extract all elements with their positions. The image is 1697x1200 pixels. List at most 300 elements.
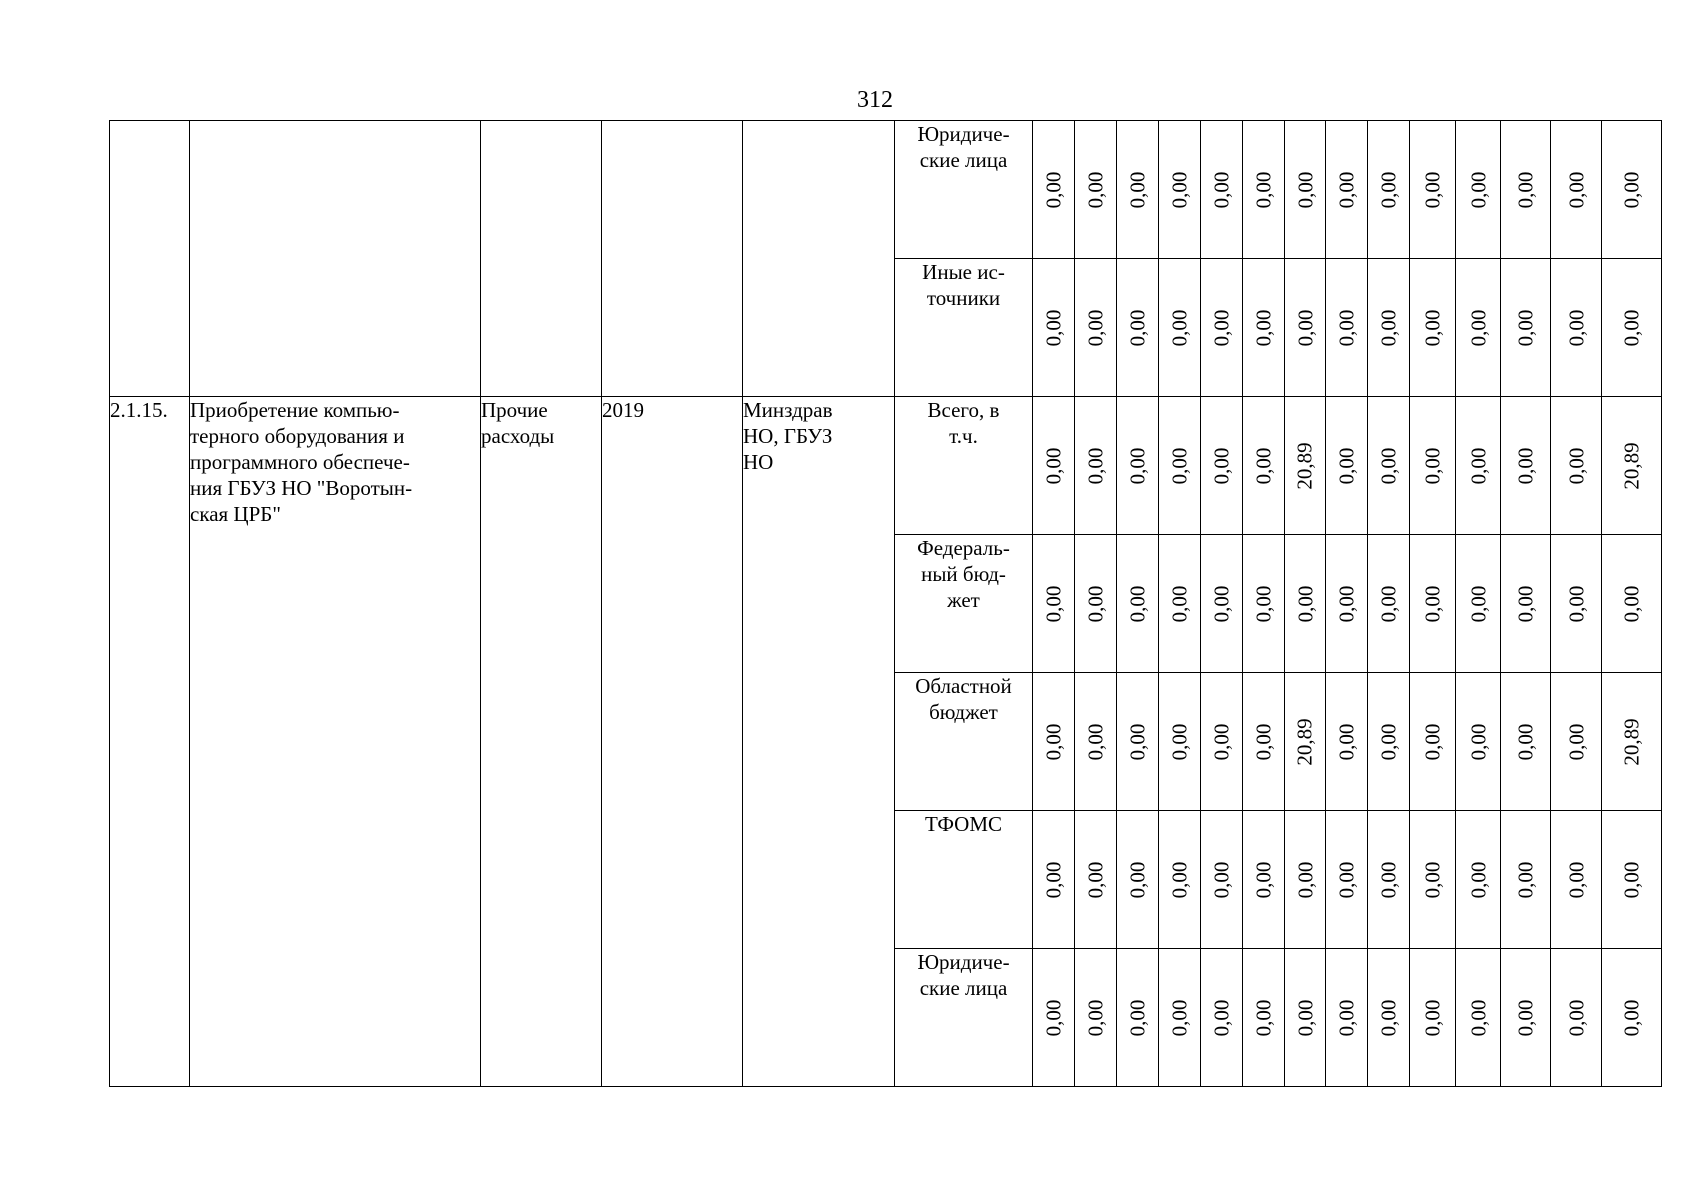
amount-value: 0,00 bbox=[1513, 447, 1538, 484]
amount-cell bbox=[1285, 949, 1326, 1087]
amount-value: 0,00 bbox=[1167, 585, 1192, 622]
amount-value: 0,00 bbox=[1041, 999, 1066, 1036]
amount-value: 0,00 bbox=[1376, 309, 1401, 346]
amount-wrap bbox=[1243, 673, 1284, 810]
amount-cell bbox=[1201, 535, 1243, 673]
amount-value: 0,00 bbox=[1334, 171, 1359, 208]
amount-cell bbox=[1201, 811, 1243, 949]
amount-value: 0,00 bbox=[1167, 309, 1192, 346]
amount-cell bbox=[1456, 673, 1501, 811]
amount-wrap bbox=[1243, 811, 1284, 948]
amount-value: 0,00 bbox=[1334, 447, 1359, 484]
amount-cell bbox=[1159, 121, 1201, 259]
amount-value: 20,89 bbox=[1619, 717, 1644, 766]
amount-value: 0,00 bbox=[1251, 861, 1276, 898]
amount-value: 0,00 bbox=[1420, 447, 1445, 484]
amount-wrap bbox=[1117, 811, 1158, 948]
amount-wrap bbox=[1368, 673, 1409, 810]
amount-cell bbox=[1501, 535, 1551, 673]
amount-wrap bbox=[1285, 535, 1325, 672]
amount-value: 0,00 bbox=[1251, 585, 1276, 622]
amount-value: 0,00 bbox=[1376, 999, 1401, 1036]
amount-value: 0,00 bbox=[1167, 861, 1192, 898]
amount-value: 0,00 bbox=[1376, 723, 1401, 760]
amount-value: 0,00 bbox=[1293, 861, 1317, 898]
amount-value: 0,00 bbox=[1083, 309, 1108, 346]
amount-wrap bbox=[1285, 949, 1325, 1086]
amount-value: 0,00 bbox=[1466, 999, 1490, 1036]
amount-cell bbox=[1602, 121, 1662, 259]
continued-executor-cell bbox=[743, 121, 895, 397]
amount-wrap bbox=[1201, 535, 1242, 672]
amount-wrap bbox=[1456, 397, 1500, 534]
amount-wrap bbox=[1456, 811, 1500, 948]
amount-cell bbox=[1159, 259, 1201, 397]
amount-value: 0,00 bbox=[1083, 861, 1108, 898]
amount-wrap bbox=[1456, 259, 1500, 396]
amount-value: 0,00 bbox=[1564, 999, 1588, 1036]
amount-wrap bbox=[1159, 259, 1200, 396]
amount-value: 0,00 bbox=[1167, 723, 1192, 760]
amount-value: 0,00 bbox=[1376, 171, 1401, 208]
amount-cell bbox=[1285, 121, 1326, 259]
amount-value: 0,00 bbox=[1466, 171, 1490, 208]
amount-cell bbox=[1410, 673, 1456, 811]
amount-value: 0,00 bbox=[1420, 585, 1445, 622]
continued-number-cell bbox=[110, 121, 190, 397]
amount-value: 0,00 bbox=[1125, 447, 1150, 484]
amount-value: 0,00 bbox=[1083, 723, 1108, 760]
amount-cell bbox=[1602, 259, 1662, 397]
amount-cell bbox=[1243, 397, 1285, 535]
amount-wrap bbox=[1075, 259, 1116, 396]
amount-value: 0,00 bbox=[1125, 723, 1150, 760]
amount-wrap bbox=[1326, 121, 1367, 258]
amount-value: 0,00 bbox=[1209, 723, 1234, 760]
amount-wrap bbox=[1033, 811, 1074, 948]
amount-cell bbox=[1075, 949, 1117, 1087]
amount-value: 0,00 bbox=[1167, 999, 1192, 1036]
amount-wrap bbox=[1117, 949, 1158, 1086]
amount-value: 0,00 bbox=[1564, 723, 1588, 760]
amount-value: 0,00 bbox=[1125, 171, 1150, 208]
amount-wrap bbox=[1602, 259, 1661, 396]
amount-cell bbox=[1410, 259, 1456, 397]
amount-cell bbox=[1326, 673, 1368, 811]
amount-cell bbox=[1501, 397, 1551, 535]
amount-wrap bbox=[1159, 535, 1200, 672]
amount-cell bbox=[1368, 259, 1410, 397]
amount-cell bbox=[1602, 673, 1662, 811]
amount-cell bbox=[1285, 673, 1326, 811]
amount-value: 0,00 bbox=[1167, 171, 1192, 208]
amount-cell bbox=[1243, 121, 1285, 259]
amount-wrap bbox=[1501, 811, 1550, 948]
amount-cell bbox=[1602, 811, 1662, 949]
amount-value: 0,00 bbox=[1083, 171, 1108, 208]
amount-wrap bbox=[1551, 259, 1601, 396]
amount-cell bbox=[1201, 259, 1243, 397]
amount-value: 0,00 bbox=[1513, 723, 1538, 760]
amount-cell bbox=[1243, 259, 1285, 397]
amount-value: 0,00 bbox=[1251, 999, 1276, 1036]
funding-source-cell: Всего, в т.ч. bbox=[895, 397, 1033, 535]
amount-wrap bbox=[1410, 949, 1455, 1086]
amount-cell bbox=[1602, 397, 1662, 535]
amount-wrap bbox=[1602, 811, 1661, 948]
amount-value: 0,00 bbox=[1083, 447, 1108, 484]
amount-cell bbox=[1201, 121, 1243, 259]
amount-wrap bbox=[1551, 811, 1601, 948]
amount-value: 0,00 bbox=[1466, 861, 1490, 898]
amount-value: 0,00 bbox=[1564, 447, 1588, 484]
amount-value: 0,00 bbox=[1293, 999, 1317, 1036]
amount-cell bbox=[1326, 949, 1368, 1087]
amount-value: 0,00 bbox=[1209, 447, 1234, 484]
amount-wrap bbox=[1326, 397, 1367, 534]
financing-table bbox=[109, 120, 1662, 1087]
amount-wrap bbox=[1285, 121, 1325, 258]
amount-value: 0,00 bbox=[1619, 999, 1644, 1036]
amount-value: 0,00 bbox=[1083, 585, 1108, 622]
amount-cell bbox=[1551, 259, 1602, 397]
amount-wrap bbox=[1551, 535, 1601, 672]
amount-value: 0,00 bbox=[1125, 309, 1150, 346]
amount-value: 0,00 bbox=[1619, 171, 1644, 208]
amount-value: 0,00 bbox=[1083, 999, 1108, 1036]
amount-cell bbox=[1456, 535, 1501, 673]
amount-wrap bbox=[1410, 121, 1455, 258]
amount-cell bbox=[1201, 397, 1243, 535]
amount-value: 0,00 bbox=[1564, 171, 1588, 208]
amount-wrap bbox=[1159, 949, 1200, 1086]
amount-wrap bbox=[1159, 397, 1200, 534]
amount-value: 0,00 bbox=[1376, 585, 1401, 622]
amount-cell bbox=[1159, 811, 1201, 949]
amount-cell bbox=[1159, 397, 1201, 535]
amount-wrap bbox=[1410, 673, 1455, 810]
amount-value: 0,00 bbox=[1251, 171, 1276, 208]
amount-value: 0,00 bbox=[1251, 447, 1276, 484]
amount-cell bbox=[1501, 673, 1551, 811]
amount-cell bbox=[1117, 811, 1159, 949]
amount-cell bbox=[1075, 121, 1117, 259]
amount-value: 0,00 bbox=[1041, 585, 1066, 622]
amount-wrap bbox=[1075, 673, 1116, 810]
amount-wrap bbox=[1602, 121, 1661, 258]
amount-cell bbox=[1033, 259, 1075, 397]
amount-wrap bbox=[1075, 949, 1116, 1086]
amount-wrap bbox=[1201, 673, 1242, 810]
amount-cell bbox=[1326, 811, 1368, 949]
amount-value: 0,00 bbox=[1466, 723, 1490, 760]
amount-cell bbox=[1033, 673, 1075, 811]
amount-wrap bbox=[1285, 259, 1325, 396]
amount-cell bbox=[1033, 811, 1075, 949]
amount-wrap bbox=[1326, 535, 1367, 672]
amount-wrap bbox=[1368, 121, 1409, 258]
amount-wrap bbox=[1456, 121, 1500, 258]
amount-wrap bbox=[1075, 811, 1116, 948]
amount-value: 0,00 bbox=[1209, 861, 1234, 898]
amount-value: 0,00 bbox=[1041, 171, 1066, 208]
amount-cell bbox=[1368, 121, 1410, 259]
amount-cell bbox=[1243, 535, 1285, 673]
amount-cell bbox=[1326, 121, 1368, 259]
amount-value: 0,00 bbox=[1513, 309, 1538, 346]
amount-wrap bbox=[1033, 397, 1074, 534]
amount-value: 0,00 bbox=[1334, 861, 1359, 898]
amount-wrap bbox=[1033, 259, 1074, 396]
amount-wrap bbox=[1117, 397, 1158, 534]
amount-cell bbox=[1501, 811, 1551, 949]
amount-wrap bbox=[1243, 259, 1284, 396]
amount-wrap bbox=[1201, 121, 1242, 258]
amount-value: 0,00 bbox=[1125, 861, 1150, 898]
amount-cell bbox=[1117, 259, 1159, 397]
amount-wrap bbox=[1501, 259, 1550, 396]
amount-value: 0,00 bbox=[1420, 861, 1445, 898]
amount-value: 0,00 bbox=[1420, 723, 1445, 760]
amount-cell bbox=[1368, 673, 1410, 811]
amount-value: 0,00 bbox=[1293, 309, 1317, 346]
amount-value: 0,00 bbox=[1513, 171, 1538, 208]
amount-wrap bbox=[1075, 397, 1116, 534]
amount-value: 0,00 bbox=[1513, 999, 1538, 1036]
amount-value: 0,00 bbox=[1334, 723, 1359, 760]
amount-wrap bbox=[1243, 397, 1284, 534]
amount-cell bbox=[1456, 811, 1501, 949]
amount-cell bbox=[1456, 397, 1501, 535]
amount-cell bbox=[1201, 949, 1243, 1087]
amount-wrap bbox=[1551, 397, 1601, 534]
amount-cell bbox=[1326, 535, 1368, 673]
amount-value: 0,00 bbox=[1420, 171, 1445, 208]
executor-cell: Минздрав НО, ГБУЗ НО bbox=[743, 397, 895, 1087]
amount-value: 0,00 bbox=[1466, 309, 1490, 346]
amount-value: 0,00 bbox=[1619, 861, 1644, 898]
amount-wrap bbox=[1243, 121, 1284, 258]
amount-wrap bbox=[1201, 949, 1242, 1086]
amount-cell bbox=[1243, 673, 1285, 811]
amount-cell bbox=[1285, 259, 1326, 397]
amount-wrap bbox=[1456, 673, 1500, 810]
amount-cell bbox=[1368, 949, 1410, 1087]
funding-source-cell: Федераль- ный бюд- жет bbox=[895, 535, 1033, 673]
amount-cell bbox=[1326, 397, 1368, 535]
amount-value: 0,00 bbox=[1564, 861, 1588, 898]
amount-wrap bbox=[1410, 811, 1455, 948]
amount-cell bbox=[1117, 397, 1159, 535]
amount-cell bbox=[1368, 397, 1410, 535]
amount-value: 0,00 bbox=[1466, 585, 1490, 622]
amount-cell bbox=[1456, 949, 1501, 1087]
funding-source-cell: ТФОМС bbox=[895, 811, 1033, 949]
amount-wrap bbox=[1501, 949, 1550, 1086]
amount-wrap bbox=[1201, 397, 1242, 534]
amount-cell bbox=[1410, 121, 1456, 259]
amount-wrap bbox=[1075, 535, 1116, 672]
amount-wrap bbox=[1243, 535, 1284, 672]
amount-cell bbox=[1075, 811, 1117, 949]
amount-wrap bbox=[1368, 259, 1409, 396]
amount-value: 0,00 bbox=[1209, 999, 1234, 1036]
amount-cell bbox=[1285, 397, 1326, 535]
amount-value: 0,00 bbox=[1376, 447, 1401, 484]
amount-value: 0,00 bbox=[1209, 309, 1234, 346]
amount-cell bbox=[1501, 259, 1551, 397]
amount-cell bbox=[1159, 949, 1201, 1087]
amount-wrap bbox=[1326, 949, 1367, 1086]
amount-cell bbox=[1159, 673, 1201, 811]
amount-wrap bbox=[1368, 535, 1409, 672]
amount-wrap bbox=[1602, 397, 1661, 534]
amount-wrap bbox=[1326, 811, 1367, 948]
page-number: 312 bbox=[857, 87, 893, 113]
amount-cell bbox=[1117, 535, 1159, 673]
amount-value: 20,89 bbox=[1293, 717, 1317, 766]
amount-value: 0,00 bbox=[1564, 309, 1588, 346]
amount-cell bbox=[1456, 259, 1501, 397]
amount-wrap bbox=[1501, 121, 1550, 258]
table-row bbox=[110, 397, 1662, 535]
amount-wrap bbox=[1159, 811, 1200, 948]
item-name-cell: Приобретение компью- терного оборудования и программного обеспече- ния ГБУЗ НО "Воротын- ская ЦРБ" bbox=[190, 397, 481, 1087]
amount-value: 0,00 bbox=[1513, 585, 1538, 622]
amount-cell bbox=[1410, 535, 1456, 673]
amount-cell bbox=[1501, 949, 1551, 1087]
amount-cell bbox=[1117, 949, 1159, 1087]
amount-wrap bbox=[1326, 259, 1367, 396]
amount-wrap bbox=[1602, 949, 1661, 1086]
amount-wrap bbox=[1117, 673, 1158, 810]
amount-value: 0,00 bbox=[1619, 309, 1644, 346]
amount-value: 0,00 bbox=[1251, 723, 1276, 760]
amount-value: 0,00 bbox=[1125, 585, 1150, 622]
amount-wrap bbox=[1201, 259, 1242, 396]
amount-wrap bbox=[1602, 535, 1661, 672]
amount-value: 0,00 bbox=[1293, 585, 1317, 622]
amount-wrap bbox=[1117, 535, 1158, 672]
amount-wrap bbox=[1033, 673, 1074, 810]
amount-wrap bbox=[1159, 673, 1200, 810]
item-number-cell: 2.1.15. bbox=[110, 397, 190, 1087]
amount-cell bbox=[1368, 535, 1410, 673]
funding-source-cell: Иные ис- точники bbox=[895, 259, 1033, 397]
amount-cell bbox=[1456, 121, 1501, 259]
expense-type-cell: Прочие расходы bbox=[481, 397, 602, 1087]
funding-source-cell: Юридиче- ские лица bbox=[895, 121, 1033, 259]
amount-value: 0,00 bbox=[1466, 447, 1490, 484]
amount-wrap bbox=[1501, 535, 1550, 672]
amount-wrap bbox=[1551, 121, 1601, 258]
amount-wrap bbox=[1501, 397, 1550, 534]
amount-wrap bbox=[1033, 121, 1074, 258]
funding-source-cell: Областной бюджет bbox=[895, 673, 1033, 811]
amount-wrap bbox=[1410, 535, 1455, 672]
amount-cell bbox=[1117, 673, 1159, 811]
amount-wrap bbox=[1285, 397, 1325, 534]
amount-value: 0,00 bbox=[1209, 585, 1234, 622]
amount-value: 0,00 bbox=[1420, 309, 1445, 346]
amount-cell bbox=[1551, 535, 1602, 673]
amount-value: 20,89 bbox=[1293, 441, 1317, 490]
amount-value: 0,00 bbox=[1334, 999, 1359, 1036]
amount-cell bbox=[1410, 811, 1456, 949]
continued-name-cell bbox=[190, 121, 481, 397]
funding-source-cell: Юридиче- ские лица bbox=[895, 949, 1033, 1087]
amount-value: 0,00 bbox=[1564, 585, 1588, 622]
amount-wrap bbox=[1456, 535, 1500, 672]
amount-cell bbox=[1285, 535, 1326, 673]
amount-wrap bbox=[1201, 811, 1242, 948]
amount-value: 0,00 bbox=[1125, 999, 1150, 1036]
continued-year-cell bbox=[602, 121, 743, 397]
amount-value: 20,89 bbox=[1619, 441, 1644, 490]
amount-value: 0,00 bbox=[1041, 723, 1066, 760]
amount-wrap bbox=[1368, 949, 1409, 1086]
amount-wrap bbox=[1117, 121, 1158, 258]
amount-value: 0,00 bbox=[1293, 171, 1317, 208]
amount-wrap bbox=[1456, 949, 1500, 1086]
amount-cell bbox=[1075, 535, 1117, 673]
amount-wrap bbox=[1551, 949, 1601, 1086]
amount-value: 0,00 bbox=[1420, 999, 1445, 1036]
amount-value: 0,00 bbox=[1041, 447, 1066, 484]
amount-cell bbox=[1602, 535, 1662, 673]
amount-cell bbox=[1075, 673, 1117, 811]
amount-cell bbox=[1501, 121, 1551, 259]
amount-wrap bbox=[1501, 673, 1550, 810]
amount-value: 0,00 bbox=[1334, 309, 1359, 346]
amount-cell bbox=[1410, 949, 1456, 1087]
amount-cell bbox=[1243, 811, 1285, 949]
amount-value: 0,00 bbox=[1167, 447, 1192, 484]
amount-wrap bbox=[1410, 397, 1455, 534]
amount-wrap bbox=[1075, 121, 1116, 258]
amount-cell bbox=[1075, 397, 1117, 535]
amount-cell bbox=[1551, 397, 1602, 535]
amount-cell bbox=[1033, 949, 1075, 1087]
amount-wrap bbox=[1551, 673, 1601, 810]
amount-value: 0,00 bbox=[1334, 585, 1359, 622]
amount-wrap bbox=[1033, 535, 1074, 672]
amount-cell bbox=[1243, 949, 1285, 1087]
amount-wrap bbox=[1117, 259, 1158, 396]
amount-wrap bbox=[1602, 673, 1661, 810]
amount-cell bbox=[1285, 811, 1326, 949]
amount-value: 0,00 bbox=[1513, 861, 1538, 898]
amount-wrap bbox=[1410, 259, 1455, 396]
amount-cell bbox=[1033, 535, 1075, 673]
amount-cell bbox=[1159, 535, 1201, 673]
year-cell: 2019 bbox=[602, 397, 743, 1087]
amount-wrap bbox=[1033, 949, 1074, 1086]
amount-wrap bbox=[1285, 673, 1325, 810]
amount-cell bbox=[1368, 811, 1410, 949]
continued-expense-type-cell bbox=[481, 121, 602, 397]
amount-cell bbox=[1075, 259, 1117, 397]
amount-cell bbox=[1201, 673, 1243, 811]
amount-cell bbox=[1117, 121, 1159, 259]
amount-wrap bbox=[1368, 397, 1409, 534]
amount-wrap bbox=[1326, 673, 1367, 810]
amount-cell bbox=[1410, 397, 1456, 535]
amount-cell bbox=[1551, 673, 1602, 811]
amount-value: 0,00 bbox=[1209, 171, 1234, 208]
amount-wrap bbox=[1243, 949, 1284, 1086]
amount-value: 0,00 bbox=[1376, 861, 1401, 898]
